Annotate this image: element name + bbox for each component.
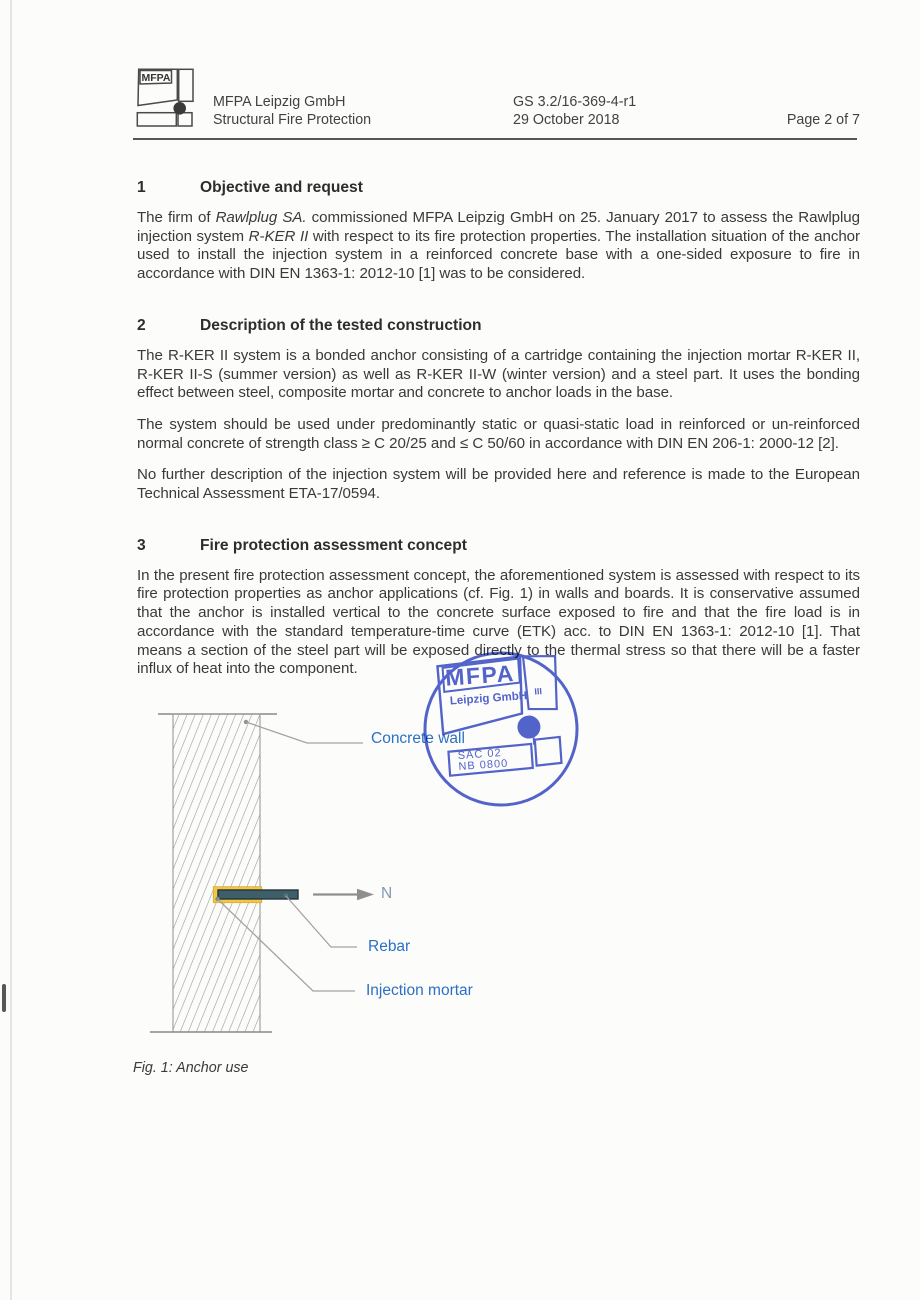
section-number: 2 — [137, 316, 146, 334]
document-date: 29 October 2018 — [513, 111, 620, 128]
leader-line-concrete — [246, 722, 363, 743]
text-run: The R-KER II system is a bonded anchor consisting of a cartridge containing the injection mortar R-KER II, R-KER II-S (summer version) as well as R-KER II-W (winter version) and a steel part. It uses the bonding effect between steel, composite mortar and concrete to anchor loads in the base. — [137, 346, 860, 402]
logo-text: MFPA — [141, 71, 171, 84]
load-arrow-head — [357, 889, 374, 901]
rebar-label: Rebar — [368, 938, 411, 955]
paragraph — [137, 209, 860, 284]
section-title: Objective and request — [200, 179, 363, 196]
stamp-approval-line2: NB 0800 — [458, 757, 509, 774]
stamp-approval-line1: SAC 02 — [457, 747, 503, 763]
concrete-wall-hatched — [173, 714, 260, 1032]
stamp-side-mark: III — [534, 686, 543, 697]
org-department: Structural Fire Protection — [213, 111, 372, 128]
section-title: Fire protection assessment concept — [200, 536, 467, 554]
header-organization — [213, 94, 371, 130]
anchor-figure — [140, 690, 400, 1045]
document-section — [137, 179, 860, 284]
document-section — [137, 317, 860, 504]
text-run: with respect to its fire protection properties. The installation situation of the anchor used to install the injection system in a reinforced concrete base with a one-sided exposure to fire in accordance with DIN EN 1363-1: 2012-10 [1] was to be considered. — [137, 227, 860, 283]
text-run: commissioned MFPA Leipzig GmbH on 25. January 2017 to assess the Rawlplug injection system — [137, 209, 860, 245]
document-body — [137, 140, 860, 679]
paragraph — [137, 416, 860, 453]
text-run: In the present fire protection assessment concept, the aforementioned system is assessed with respect to its fire protection properties as anchor applications (cf. Fig. 1) in walls and boards. It is conservative assumed that the anchor is installed vertical to the concrete surface exposed to fire and that the fire load is in accordance with the standard temperature-time curve (ETK) acc. to DIN EN 1363-1: 2012-10 [1]. That means a section of the steel part will be exposed directly to the thermal stress so that there will be a faster influx of heat into the component. — [137, 566, 860, 678]
mfpa-logo-icon — [130, 62, 200, 132]
section-heading — [137, 179, 860, 197]
header-reference — [513, 94, 636, 130]
stamp-dot — [517, 715, 542, 740]
org-name: MFPA Leipzig GmbH — [213, 94, 346, 110]
text-run: The firm of — [137, 209, 216, 226]
injection-mortar-label: Injection mortar — [366, 982, 473, 999]
stamp-subtitle-text: Leipzig GmbH — [449, 690, 528, 708]
load-label: N — [381, 885, 393, 902]
leader-line-rebar — [286, 896, 357, 947]
mfpa-ink-stamp — [416, 644, 586, 814]
text-run: The system should be used under predominantly static or quasi-static load in reinforced or un-reinforced normal concrete of strength class ≥ C 20/25 and ≤ C 50/60 in accordance with DIN EN 206-1: 2000-12 [2]. — [137, 415, 860, 452]
logo-dot — [173, 102, 186, 115]
emphasized-text: R-KER II — [248, 227, 309, 245]
section-title: Description of the tested construction — [200, 316, 482, 334]
concrete-wall-label: Concrete wall — [371, 730, 465, 747]
section-heading — [137, 537, 860, 555]
section-number: 3 — [137, 536, 146, 554]
stamp-small-box — [535, 737, 562, 766]
section-number: 1 — [137, 179, 146, 196]
page-number-label: Page 2 of 7 — [786, 112, 860, 128]
emphasized-text: Rawlplug SA. — [215, 209, 307, 226]
text-run: No further description of the injection system will be provided here and reference is made to the European Technical Assessment ETA-17/0594. — [137, 466, 860, 503]
stamp-brand-text: MFPA — [444, 659, 516, 691]
paragraph — [137, 466, 860, 503]
paragraph — [137, 347, 860, 403]
section-heading — [137, 317, 860, 335]
document-reference: GS 3.2/16-369-4-r1 — [513, 94, 637, 110]
scan-fold-mark — [2, 984, 6, 1012]
scan-edge-artifact — [10, 0, 12, 1300]
figure-caption: Fig. 1: Anchor use — [133, 1060, 249, 1076]
